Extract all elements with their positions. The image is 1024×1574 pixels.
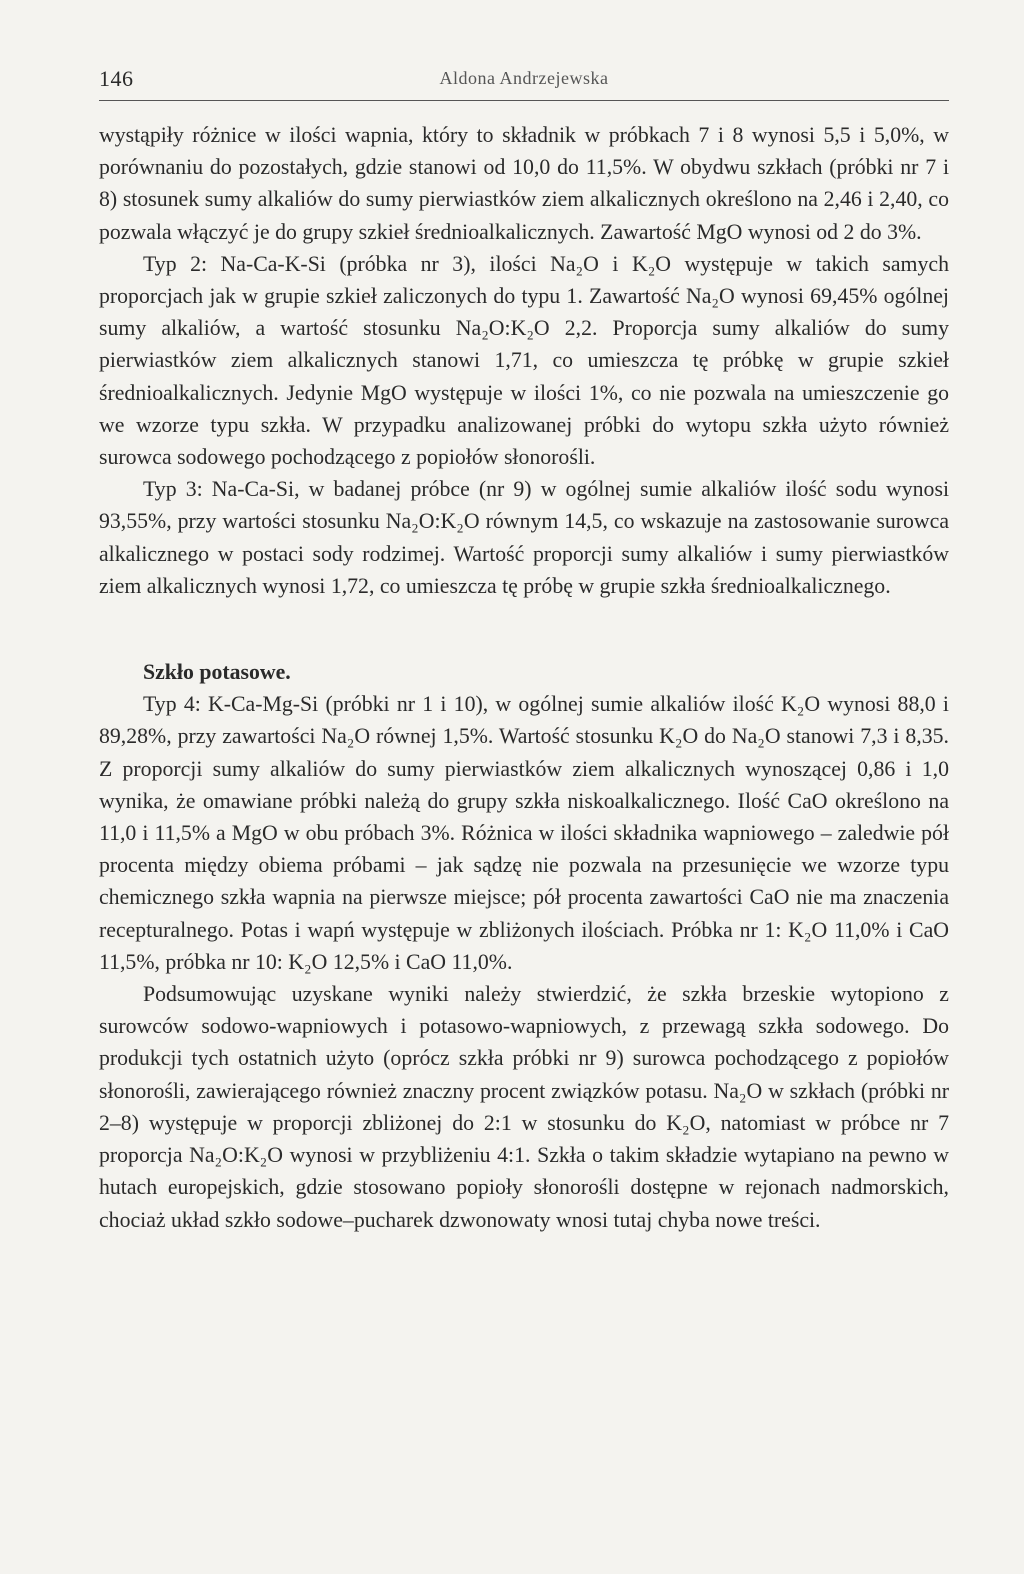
- page-number: 146: [99, 66, 134, 91]
- paragraph: Typ 3: Na-Ca-Si, w badanej próbce (nr 9) w ogólnej sumie alkaliów ilość sodu wynosi 93,55%, przy wartości stosunku Na₂O:K₂O równym 14,5, co wskazuje na zastosowanie surowca alkalicznego w postaci sody rodzimej. Wartość proporcji sumy alkaliów i sumy pierwiastków ziem alkalicznych wynosi 1,72, co umieszcza tę próbę w grupie szkła średnioalkalicznego.: [99, 477, 949, 598]
- section-gap: [99, 602, 949, 656]
- paragraph: Podsumowując uzyskane wyniki należy stwierdzić, że szkła brzeskie wytopiono z surowców sodowo-wapniowych i potasowo-wapniowych, z przewagą szkła sodowego. Do produkcji tych ostatnich użyto (oprócz szkła próbki nr 9) surowca pochodzącego z popiołów słonorośli, zawierającego również znaczny procent związków potasu. Na₂O w szkłach (próbki nr 2–8) występuje w proporcji zbliżonej do 2:1 w stosunku do K₂O, natomiast w próbce nr 7 proporcja Na₂O:K₂O wynosi w przybliżeniu 4:1. Szkła o takim składzie wytapiano na pewno w hutach europejskich, gdzie stosowano popioły słonorośli dostępne w rejonach nadmorskich, chociaż układ szkło sodowe–pucharek dzwonowaty wnosi tutaj chyba nowe treści.: [99, 982, 949, 1232]
- running-head-author: Aldona Andrzejewska: [439, 68, 609, 88]
- paragraph: wystąpiły różnice w ilości wapnia, który to składnik w próbkach 7 i 8 wynosi 5,5 i 5,0%, w porównaniu do pozostałych, gdzie stanowi od 10,0 do 11,5%. W obydwu szkłach (próbki nr 7 i 8) stosunek sumy alkaliów do sumy pierwiastków ziem alkalicznych określono na 2,46 i 2,40, co pozwala włączyć je do grupy szkieł średnioalkalicznych. Zawartość MgO wynosi od 2 do 3%.: [99, 123, 949, 244]
- paragraph: Typ 4: K-Ca-Mg-Si (próbki nr 1 i 10), w ogólnej sumie alkaliów ilość K₂O wynosi 88,0 i 89,28%, przy zawartości Na₂O równej 1,5%. Wartość stosunku K₂O do Na₂O stanowi 7,3 i 8,35. Z proporcji sumy alkaliów do sumy pierwiastków ziem alkalicznych wynoszącej 0,86 i 1,0 wynika, że omawiane próbki należą do grupy szkła niskoalkalicznego. Ilość CaO określono na 11,0 i 11,5% a MgO w obu próbach 3%. Różnica w ilości składnika wapniowego – zaledwie pół procenta między obiema próbami – jak sądzę nie pozwala na przesunięcie we wzorze typu chemicznego szkła wapnia na pierwsze miejsce; pół procenta zawartości CaO nie ma znaczenia recepturalnego. Potas i wapń występuje w zbliżonych ilościach. Próbka nr 1: K₂O 11,0% i CaO 11,5%, próbka nr 10: K₂O 12,5% i CaO 11,0%.: [99, 692, 949, 974]
- running-header: [99, 66, 949, 101]
- section-heading: Szkło potasowe.: [143, 660, 291, 685]
- paragraph: Typ 2: Na-Ca-K-Si (próbka nr 3), ilości Na₂O i K₂O występuje w takich samych proporcjach jak w grupie szkieł zaliczonych do typu 1. Zawartość Na₂O wynosi 69,45% ogólnej sumy alkaliów, a wartość stosunku Na₂O:K₂O 2,2. Proporcja sumy alkaliów do sumy pierwiastków ziem alkalicznych stanowi 1,71, co umieszcza tę próbkę w grupie szkieł średnioalkalicznych. Jedynie MgO występuje w ilości 1%, co nie pozwala na umieszczenie go we wzorze typu szkła. W przypadku analizowanej próbki do wytopu szkła użyto również surowca sodowego pochodzącego z popiołów słonorośli.: [99, 251, 949, 470]
- body-text: [99, 119, 949, 1236]
